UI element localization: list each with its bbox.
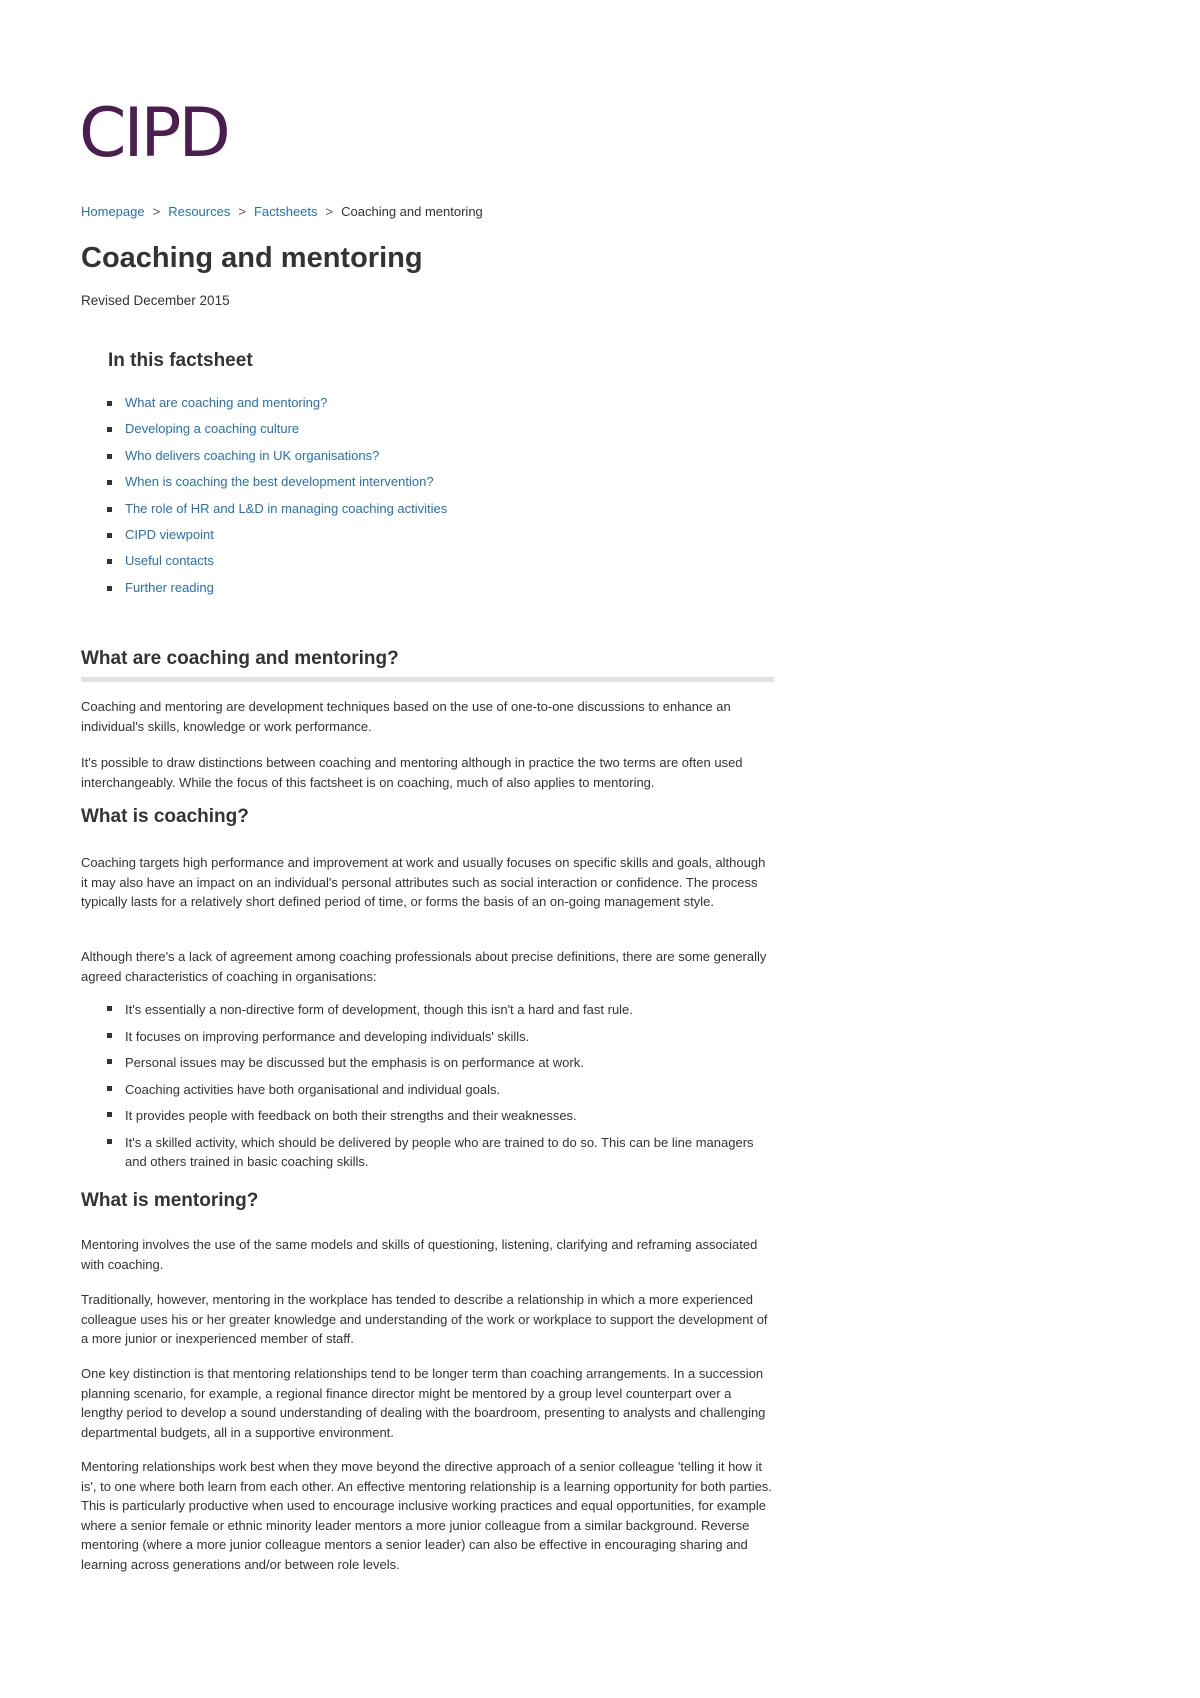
paragraph: Mentoring involves the use of the same models and skills of questioning, listening, clarifying and reframing associated with coaching. [81,1237,758,1272]
revised-date: Revised December 2015 [81,293,230,308]
toc-link[interactable]: Further reading [125,579,214,595]
toc-link[interactable]: Who delivers coaching in UK organisations? [125,447,380,463]
paragraph: One key distinction is that mentoring relationships tend to be longer term than coaching arrangements. In a succession planning scenario, for example, a regional finance director might be mentored by a group level counterpart over a lengthy period to develop a sound understanding of dealing with the boardroom, presenting to analysts and challenging departmental budgets, all in a supportive environment. [81,1366,766,1440]
section-heading-what-are: What are coaching and mentoring? [81,648,399,669]
paragraph: Coaching targets high performance and improvement at work and usually focuses on specific skills and goals, although it may also have an impact on an individual's personal attributes such as social interaction or confidence. The process typically lasts for a relatively short defined period of time, or forms the basis of an on-going management style. [81,855,766,909]
list-item: It focuses on improving performance and developing individuals' skills. [107,1027,767,1047]
list-item: Coaching activities have both organisational and individual goals. [107,1080,767,1100]
list-item: It provides people with feedback on both their strengths and their weaknesses. [107,1106,767,1126]
list-item: It's essentially a non-directive form of development, though this isn't a hard and fast rule. [107,1000,767,1020]
section-heading-coaching: What is coaching? [81,806,249,827]
page-title: Coaching and mentoring [81,242,423,274]
chevron-right-icon: > [238,204,246,219]
toc-item [107,527,447,553]
toc-list [107,395,447,606]
toc-heading: In this factsheet [108,350,253,371]
toc-item [107,553,447,579]
toc-item [107,421,447,447]
list-item: It's a skilled activity, which should be delivered by people who are trained to do so. This can be line managers and others trained in basic coaching skills. [107,1133,767,1172]
toc-link[interactable]: Developing a coaching culture [125,421,300,437]
breadcrumb-link-factsheets[interactable]: Factsheets [253,204,318,219]
toc-item [107,501,447,527]
toc-link[interactable]: What are coaching and mentoring? [125,395,328,410]
toc-link[interactable]: Useful contacts [125,553,214,569]
toc-item [107,580,447,606]
list-item: Personal issues may be discussed but the emphasis is on performance at work. [107,1053,767,1073]
toc-link[interactable]: When is coaching the best development intervention? [125,474,434,490]
section-heading-mentoring: What is mentoring? [81,1190,259,1211]
toc-item [107,474,447,500]
paragraph: Traditionally, however, mentoring in the workplace has tended to describe a relationship in which a more experienced colleague uses his or her greater knowledge and understanding of the work or workplace to support the development of a more junior or inexperienced member of staff. [81,1292,768,1346]
toc-item [107,395,447,421]
breadcrumb-link-homepage[interactable]: Homepage [81,204,145,219]
toc-item [107,448,447,474]
paragraph: Mentoring relationships work best when they move beyond the directive approach of a senior colleague 'telling it how it is', to one where both learn from each other. An effective mentoring relationship is a learning opportunity for both parties. This is particularly productive when used to encourage inclusive working practices and equal opportunities, for example where a senior female or ethnic minority leader mentors a more junior colleague from a similar background. Reverse mentoring (where a more junior colleague mentors a senior leader) can also be effective in encouraging sharing and learning across generations and/or between role levels. [81,1459,772,1572]
breadcrumb-current: Coaching and mentoring [341,204,483,219]
paragraph: It's possible to draw distinctions between coaching and mentoring although in practice the two terms are often used interchangeably. While the focus of this factsheet is on coaching, much of also applies to mentoring. [81,755,743,790]
breadcrumb-link-resources[interactable]: Resources [168,204,231,219]
coaching-characteristics-list [107,1000,767,1179]
chevron-right-icon: > [325,204,334,219]
toc-link[interactable]: The role of HR and L&D in managing coaching activities [125,500,448,516]
toc-link[interactable]: CIPD viewpoint [125,526,214,542]
breadcrumb [81,204,483,220]
paragraph: Although there's a lack of agreement among coaching professionals about precise definitions, there are some generally agreed characteristics of coaching in organisations: [81,949,767,984]
cipd-logo[interactable]: CIPD [79,94,228,173]
paragraph: Coaching and mentoring are development techniques based on the use of one-to-one discussions to enhance an individual's skills, knowledge or work performance. [81,699,731,734]
chevron-right-icon: > [152,204,161,219]
section-divider [81,677,774,682]
